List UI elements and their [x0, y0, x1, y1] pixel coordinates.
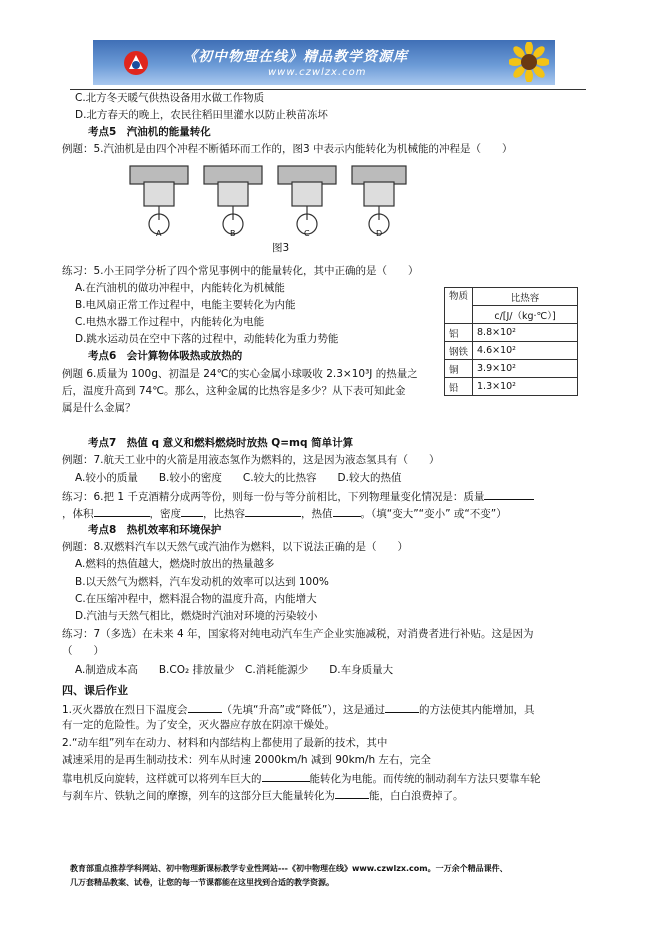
svg-text:A: A: [156, 229, 162, 236]
blank-label-volume: ，体积: [62, 508, 94, 520]
homework-2-line4: [62, 787, 464, 804]
header-banner: [93, 40, 555, 85]
example-7: 例题：7.航天工业中的火箭是用液态氢作为燃料的，这是因为液态氢具有（ ）: [62, 454, 440, 466]
engine-a: [130, 166, 188, 236]
exercise-6-text: 练习：6.把 1 千克酒精分成两等份，则每一份与等分前相比，下列物理量变化情况是：质量: [62, 491, 485, 503]
table-cell: 1.3×10²: [473, 378, 578, 396]
answer-blank[interactable]: [385, 701, 419, 713]
section-heading-5: 考点5 汽油机的能量转化: [88, 126, 211, 138]
homework-2-line3: [62, 770, 541, 787]
exercise-6-blanks: [62, 505, 507, 522]
table-cell: 8.8×10²: [473, 324, 578, 342]
homework-1-text: 1.灭火器放在烈日下温度会: [62, 704, 188, 716]
example-8-option-a: A.燃料的热值越大，燃烧时放出的热量越多: [75, 558, 275, 570]
example-5: 例题：5.汽油机是由四个冲程不断循环而工作的，图3 中表示内能转化为机械能的冲程是（ ）: [62, 143, 513, 155]
homework-heading: 四、课后作业: [62, 684, 128, 697]
homework-2-text: 能，白白浪费掉了。: [369, 790, 464, 802]
answer-blank[interactable]: [262, 770, 310, 782]
table-row: [445, 342, 578, 360]
answer-blank[interactable]: [188, 701, 222, 713]
example-7-options: A.较小的质量 B.较小的密度 C.较大的比热容 D.较大的热值: [75, 472, 402, 484]
blank-label-specific-heat: ，比热容: [203, 508, 245, 520]
page-footer: [70, 862, 610, 890]
answer-blank[interactable]: [94, 505, 150, 517]
logo-icon: [123, 49, 149, 77]
svg-text:D: D: [376, 229, 383, 236]
example-6-line3: 属是什么金属？: [62, 402, 136, 414]
engine-b: [204, 166, 262, 236]
answer-blank[interactable]: [181, 505, 203, 517]
example-6-line1: 例题 6.质量为 100g、初温是 24℃的实心金属小球吸收 2.3×10³J 的热量之: [62, 368, 418, 380]
homework-1-line1: [62, 701, 535, 718]
example-8-option-b: B.以天然气为燃料，汽车发动机的效率可以达到 100%: [75, 576, 329, 588]
blank-instruction: 。（填“变大”“变小” 或“不变”）: [360, 508, 507, 520]
table-cell: 铅: [445, 378, 473, 396]
figure-caption: 图3: [272, 242, 290, 254]
homework-1-text: 的方法使其内能增加，具: [419, 704, 535, 716]
table-cell: 钢铁: [445, 342, 473, 360]
table-header-row: [445, 288, 578, 306]
svg-text:B: B: [230, 229, 236, 236]
homework-2-text: 与刹车片、铁轨之间的摩擦，列车的这部分巨大能量转化为: [62, 790, 335, 802]
table-header-cell: 比热容: [473, 288, 578, 306]
exercise-5-option-d: D.跳水运动员在空中下落的过程中，动能转化为重力势能: [75, 333, 339, 345]
table-cell: 4.6×10²: [473, 342, 578, 360]
answer-blank[interactable]: [245, 505, 301, 517]
exercise-5-option-c: C.电热水器工作过程中，内能转化为电能: [75, 316, 265, 328]
exercise-5: 练习：5.小王同学分析了四个常见事例中的能量转化，其中正确的是（ ）: [62, 265, 419, 277]
answer-blank[interactable]: [484, 488, 534, 500]
blank-label-density: ，密度: [149, 508, 181, 520]
sunflower-icon: [509, 42, 549, 82]
specific-heat-table: [444, 287, 578, 396]
table-cell: 铜: [445, 360, 473, 378]
homework-1-text: （先填“升高”或“降低”），这是通过: [221, 704, 386, 716]
option-c: C.北方冬天暖气供热设备用水做工作物质: [75, 92, 265, 104]
engine-c: [278, 166, 336, 236]
header-divider: [70, 89, 586, 90]
table-cell: 3.9×10²: [473, 360, 578, 378]
example-8-option-d: D.汽油与天然气相比，燃烧时汽油对环境的污染较小: [75, 610, 318, 622]
exercise-7-options: A.制造成本高 B.CO₂ 排放量少 C.消耗能源少 D.车身质量大: [75, 664, 394, 676]
table-row: [445, 324, 578, 342]
homework-1-line2: 有一定的危险性。为了安全，灭火器应存放在阴凉干燥处。: [62, 719, 335, 731]
table-unit-cell: c/[J/（kg·℃）]: [473, 306, 578, 324]
section-heading-7: 考点7 热值 q 意义和燃料燃烧时放热 Q=mq 简单计算: [88, 437, 354, 449]
homework-2-line2: 减速采用的是再生制动技术：列车从时速 2000km/h 减到 90km/h 左右，完全: [62, 754, 431, 766]
table-header-cell: 物质: [445, 288, 473, 324]
banner-title: 《初中物理在线》精品教学资源库: [183, 49, 408, 65]
engine-strokes-figure: [128, 160, 408, 236]
example-8: 例题：8.双燃料汽车以天然气或汽油作为燃料，以下说法正确的是（ ）: [62, 541, 409, 553]
svg-text:C: C: [304, 229, 310, 236]
exercise-7-bracket: （ ）: [62, 645, 104, 657]
homework-2-line1: 2.“动车组”列车在动力、材料和内部结构上都使用了最新的技术，其中: [62, 737, 388, 749]
exercise-6: [62, 488, 534, 505]
blank-label-heat-value: ，热值: [301, 508, 333, 520]
footer-line: 几万套精品教案、试卷，让您的每一节课都能在这里找到合适的教学资源。: [70, 878, 334, 887]
exercise-7: 练习：7（多选）在未来 4 年，国家将对纯电动汽车生产企业实施减税，对消费者进行补贴。这是因为: [62, 628, 534, 640]
banner-url[interactable]: www.czwlzx.com: [268, 67, 367, 78]
table-row: [445, 378, 578, 396]
section-heading-6: 考点6 会计算物体吸热或放热的: [88, 350, 243, 362]
engine-d: [352, 166, 406, 236]
footer-line: 教育部重点推荐学科网站、初中物理新课标教学专业性网站---《初中物理在线》www.czwlzx.com。一万余个精品课件、: [70, 864, 508, 873]
exercise-5-option-b: B.电风扇正常工作过程中，电能主要转化为内能: [75, 299, 296, 311]
option-d: D.北方春天的晚上，农民往稻田里灌水以防止秧苗冻坏: [75, 109, 328, 121]
answer-blank[interactable]: [333, 505, 361, 517]
exercise-5-option-a: A.在汽油机的做功冲程中，内能转化为机械能: [75, 282, 285, 294]
example-6-line2: 后，温度升高到 74℃。那么，这种金属的比热容是多少？从下表可知此金: [62, 385, 406, 397]
homework-2-text: 能转化为电能。而传统的制动刹车方法只要靠车轮: [309, 773, 541, 785]
table-cell: 铝: [445, 324, 473, 342]
example-8-option-c: C.在压缩冲程中，燃料混合物的温度升高，内能增大: [75, 593, 317, 605]
section-heading-8: 考点8 热机效率和环境保护: [88, 524, 222, 536]
answer-blank[interactable]: [335, 787, 369, 799]
table-row: [445, 360, 578, 378]
homework-2-text: 靠电机反向旋转，这样就可以将列车巨大的: [62, 773, 262, 785]
